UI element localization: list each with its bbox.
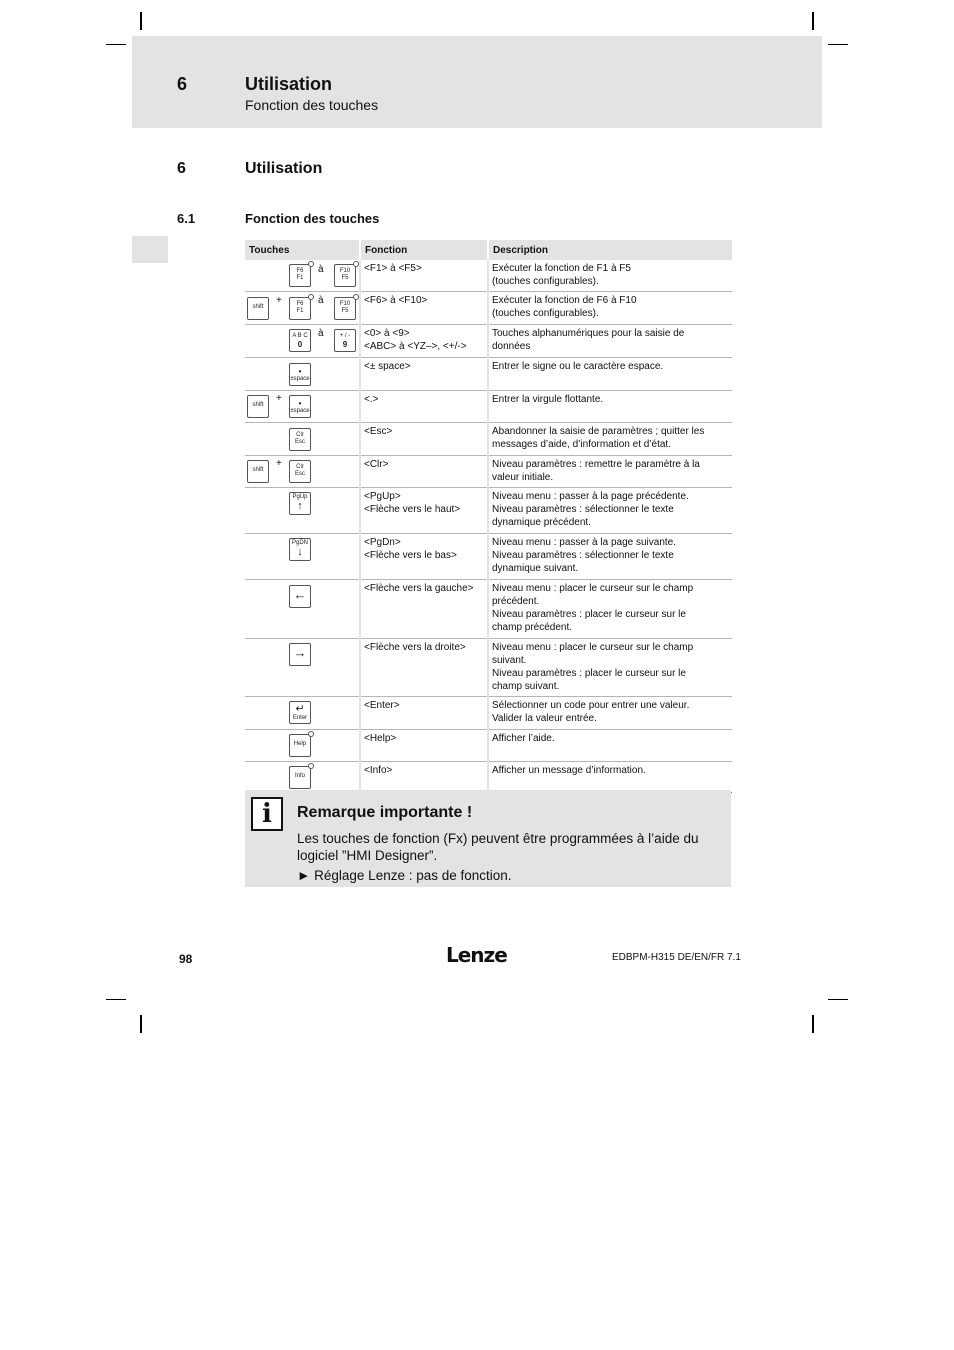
chapter-subtitle: Fonction des touches <box>245 97 379 113</box>
help-key-icon: Help <box>289 734 311 757</box>
function-line: <PgUp> <box>364 491 401 502</box>
info-key-icon: Info <box>289 766 311 789</box>
function-line: <ABC> à <YZ–>, <+/-> <box>364 341 467 352</box>
description-line: Valider la valeur entrée. <box>492 713 597 724</box>
note-title: Remarque importante ! <box>297 804 473 821</box>
f6-key-icon: F6 F1 <box>289 297 311 320</box>
to-word: à <box>318 264 324 275</box>
crop-mark <box>812 12 814 30</box>
crop-mark <box>812 1015 814 1033</box>
description-line: Sélectionner un code pour entrer une valeur. <box>492 700 690 711</box>
description-line: champ précédent. <box>492 622 573 633</box>
description-line: Niveau paramètres : sélectionner le texte <box>492 550 674 561</box>
description-line: dynamique suivant. <box>492 563 579 574</box>
description-line: suivant. <box>492 655 527 666</box>
function-line: <Clr> <box>364 459 389 470</box>
space-key-icon: • ±space <box>289 395 311 418</box>
arrow-up-icon: ↑ <box>297 500 303 512</box>
table-row <box>245 697 732 730</box>
crop-mark <box>828 999 848 1000</box>
crop-mark <box>140 1015 142 1033</box>
header-description: Description <box>488 240 732 260</box>
table-row <box>245 762 732 793</box>
table-row <box>245 580 732 639</box>
chapter-title: Utilisation <box>245 74 333 94</box>
enter-arrow-icon: ↵ <box>295 703 305 715</box>
nine-key-icon: + / - 9 <box>334 329 356 352</box>
description-line: Abandonner la saisie de paramètres ; quitter les <box>492 426 705 437</box>
function-line: <Info> <box>364 765 393 776</box>
description-line: messages d’aide, d’information et d’état. <box>492 439 671 450</box>
table-row <box>245 391 732 423</box>
description-line: Niveau menu : passer à la page précédente. <box>492 491 689 502</box>
space-key-icon: • ±space <box>289 363 311 386</box>
description-line: dynamique précédent. <box>492 517 591 528</box>
function-line: <PgDn> <box>364 537 401 548</box>
description-line: Niveau paramètres : sélectionner le texte <box>492 504 674 515</box>
f1-key-icon: F6 F1 <box>289 264 311 287</box>
function-line: <Enter> <box>364 700 400 711</box>
description-line: Entrer la virgule flottante. <box>492 394 604 405</box>
crop-mark <box>828 44 848 45</box>
plus-sign: + <box>276 458 282 469</box>
note-body: Les touches de fonction (Fx) peuvent être programmées à l’aide du logiciel ”HMI Designer”. <box>297 831 699 863</box>
table-row <box>245 730 732 762</box>
side-tab <box>132 236 168 263</box>
header-fonction: Fonction <box>360 240 488 260</box>
shift-key-icon: shift <box>247 460 269 483</box>
function-line: <± space> <box>364 361 411 372</box>
description-line: valeur initiale. <box>492 472 554 483</box>
lenze-logo: Lenze <box>446 943 507 967</box>
function-line: <Flèche vers la droite> <box>364 642 466 653</box>
arrow-down-icon: ↓ <box>297 546 303 558</box>
important-note-box <box>245 790 731 887</box>
description-line: Niveau paramètres : placer le curseur sur le <box>492 668 686 679</box>
note-bullet: ► Réglage Lenze : pas de fonction. <box>297 868 512 883</box>
description-line: (touches configurables). <box>492 308 599 319</box>
header-touches: Touches <box>245 240 360 260</box>
table-row <box>245 639 732 697</box>
clr-key-icon: Clr Esc <box>289 460 311 483</box>
description-line: Exécuter la fonction de F6 à F10 <box>492 295 637 306</box>
table-row <box>245 456 732 488</box>
description-line: précédent. <box>492 596 540 607</box>
plus-sign: + <box>276 295 282 306</box>
crop-mark <box>106 44 126 45</box>
table-row <box>245 325 732 358</box>
header-band <box>132 36 822 128</box>
arrow-left-icon: ← <box>293 587 307 602</box>
shift-key-icon: shift <box>247 297 269 320</box>
to-word: à <box>318 295 324 306</box>
table-row <box>245 292 732 325</box>
description-line: Niveau menu : passer à la page suivante. <box>492 537 676 548</box>
section-title: Utilisation <box>245 160 323 177</box>
description-line: Entrer le signe ou le caractère espace. <box>492 361 664 372</box>
arrow-right-icon: → <box>293 645 307 660</box>
table-row <box>245 260 732 292</box>
description-line: Niveau paramètres : placer le curseur sur le <box>492 609 686 620</box>
description-line: données <box>492 341 531 352</box>
f10-key-icon: F10 F5 <box>334 297 356 320</box>
function-line: <.> <box>364 394 379 405</box>
plus-sign: + <box>276 393 282 404</box>
document-reference: EDBPM-H315 DE/EN/FR 7.1 <box>612 952 741 963</box>
description-line: Niveau menu : placer le curseur sur le champ <box>492 583 694 594</box>
function-line: <Esc> <box>364 426 393 437</box>
triangle-bullet-icon: ► <box>297 868 311 883</box>
f5-key-icon: F10 F5 <box>334 264 356 287</box>
page-number: 98 <box>179 952 193 966</box>
pgup-key-icon: PgUp ↑ <box>289 492 311 515</box>
function-line: <Flèche vers la gauche> <box>364 583 474 594</box>
description-line: Niveau paramètres : remettre le paramètre à la <box>492 459 700 470</box>
table-header-row <box>245 240 732 260</box>
crop-mark <box>106 999 126 1000</box>
description-line: Niveau menu : placer le curseur sur le champ <box>492 642 694 653</box>
function-line: <Flèche vers le bas> <box>364 550 457 561</box>
description-line: (touches configurables). <box>492 276 599 287</box>
table-row <box>245 488 732 534</box>
crop-mark <box>140 12 142 30</box>
zero-key-icon: A B C 0 <box>289 329 311 352</box>
enter-key-icon: ↵ Enter <box>289 701 311 724</box>
table-row <box>245 534 732 580</box>
subsection-title: Fonction des touches <box>245 211 380 226</box>
description-line: Exécuter la fonction de F1 à F5 <box>492 263 631 274</box>
subsection-number: 6.1 <box>177 211 196 226</box>
esc-key-icon: Clr Esc <box>289 428 311 451</box>
arrow-right-key-icon <box>289 643 311 666</box>
table-row <box>245 423 732 456</box>
function-line: <Help> <box>364 733 397 744</box>
pgdn-key-icon: PgDN ↓ <box>289 538 311 561</box>
description-line: Touches alphanumériques pour la saisie de <box>492 328 685 339</box>
description-line: Afficher l’aide. <box>492 733 555 744</box>
description-line: Afficher un message d’information. <box>492 765 646 776</box>
function-line: <F6> à <F10> <box>364 295 428 306</box>
table-row <box>245 358 732 391</box>
shift-key-icon: shift <box>247 395 269 418</box>
chapter-number: 6 <box>177 74 188 94</box>
arrow-left-key-icon <box>289 585 311 608</box>
function-line: <0> à <9> <box>364 328 410 339</box>
description-line: champ suivant. <box>492 681 560 692</box>
key-function-table <box>245 240 732 793</box>
function-line: <Flèche vers le haut> <box>364 504 461 515</box>
section-number: 6 <box>177 160 186 177</box>
to-word: à <box>318 328 324 339</box>
function-line: <F1> à <F5> <box>364 263 422 274</box>
info-i-icon: i <box>251 797 283 831</box>
